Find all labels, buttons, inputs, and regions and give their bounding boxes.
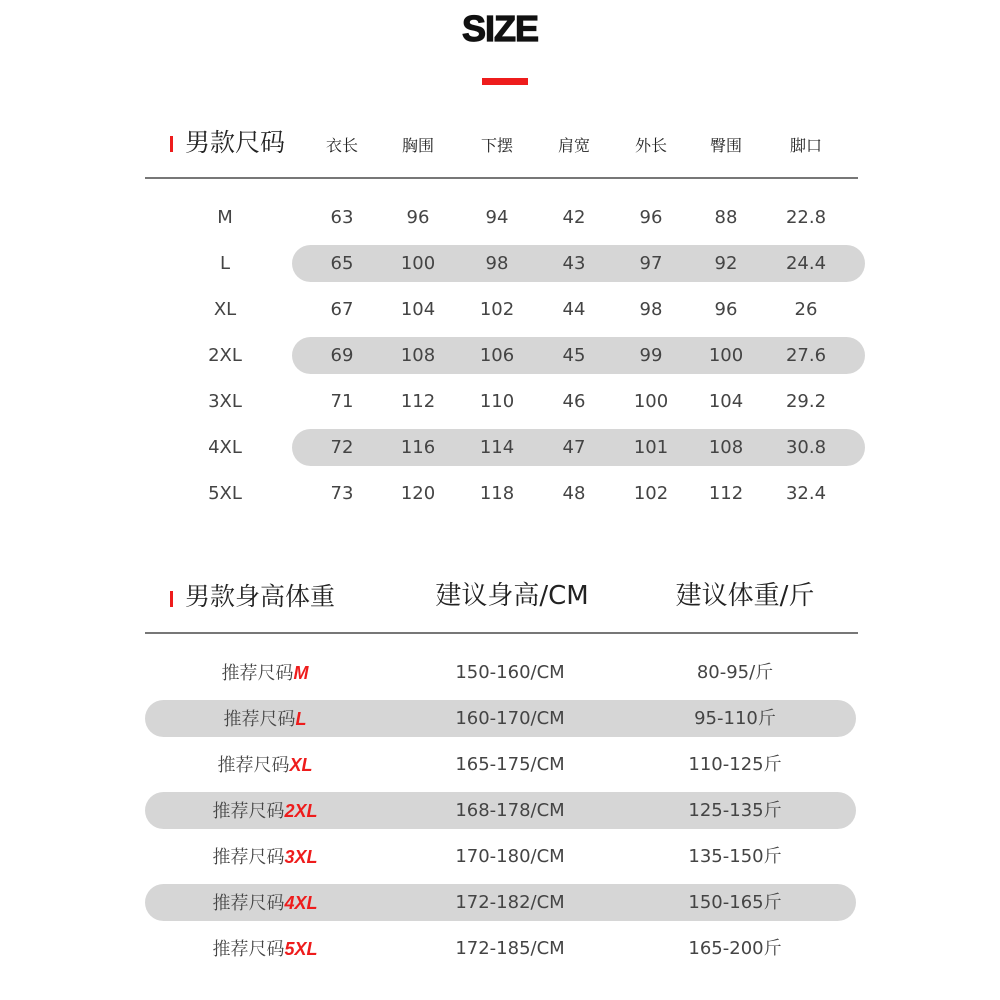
- size-cell: 32.4: [785, 483, 827, 504]
- recommended-size-code: 4XL: [284, 893, 318, 913]
- size-cell: 104: [400, 299, 436, 320]
- size-cell: 92: [714, 253, 738, 274]
- recommended-size: [165, 707, 365, 732]
- size-column-header: 脚口: [789, 136, 822, 155]
- size-cell: 43: [562, 253, 586, 274]
- recommended-size: [165, 891, 365, 916]
- size-label: L: [219, 253, 231, 274]
- size-cell: 112: [708, 483, 744, 504]
- recommended-size-prefix: 推荐尺码: [212, 801, 285, 822]
- size-cell: 22.8: [785, 207, 827, 228]
- recommended-size-code: 5XL: [284, 939, 318, 959]
- size-cell: 29.2: [785, 391, 827, 412]
- size-cell: 100: [708, 345, 744, 366]
- weight-column-header: 建议体重/斤: [675, 581, 815, 611]
- height-range: 150-160/CM: [455, 662, 565, 683]
- recommended-size-code: 3XL: [284, 847, 318, 867]
- recommended-size-prefix: 推荐尺码: [223, 709, 296, 730]
- size-label: XL: [213, 299, 237, 320]
- size-cell: 102: [633, 483, 669, 504]
- size-cell: 98: [639, 299, 663, 320]
- size-cell: 112: [400, 391, 436, 412]
- size-cell: 118: [479, 483, 515, 504]
- weight-range: 80-95/斤: [696, 662, 774, 683]
- recommended-size-code: XL: [289, 755, 313, 775]
- size-column-header: 胸围: [401, 136, 434, 155]
- size-cell: 69: [330, 345, 354, 366]
- size-cell: 45: [562, 345, 586, 366]
- size-cell: 72: [330, 437, 354, 458]
- size-cell: 47: [562, 437, 586, 458]
- size-cell: 96: [406, 207, 430, 228]
- size-cell: 120: [400, 483, 436, 504]
- section-marker: [170, 591, 173, 607]
- size-cell: 114: [479, 437, 515, 458]
- size-column-header: 臀围: [709, 136, 742, 155]
- height-range: 165-175/CM: [455, 754, 565, 775]
- size-cell: 24.4: [785, 253, 827, 274]
- size-cell: 96: [714, 299, 738, 320]
- size-cell: 48: [562, 483, 586, 504]
- weight-range: 95-110斤: [694, 708, 776, 729]
- weight-range: 125-135斤: [688, 800, 782, 821]
- size-cell: 44: [562, 299, 586, 320]
- recommended-size-prefix: 推荐尺码: [217, 755, 290, 776]
- size-column-header: 下摆: [480, 136, 513, 155]
- size-section-title: 男款尺码: [185, 128, 286, 157]
- recommended-size: [165, 753, 365, 778]
- recommended-size: [165, 661, 365, 686]
- title-accent-bar: [482, 78, 528, 85]
- size-cell: 26: [794, 299, 818, 320]
- page-title: SIZE: [461, 8, 538, 49]
- size-cell: 106: [479, 345, 515, 366]
- size-cell: 108: [400, 345, 436, 366]
- size-cell: 100: [633, 391, 669, 412]
- size-label: M: [217, 207, 233, 228]
- recommended-size-prefix: 推荐尺码: [212, 847, 285, 868]
- size-cell: 42: [562, 207, 586, 228]
- size-cell: 102: [479, 299, 515, 320]
- size-cell: 101: [633, 437, 669, 458]
- size-cell: 27.6: [785, 345, 827, 366]
- size-column-header: 衣长: [325, 136, 358, 155]
- size-cell: 110: [479, 391, 515, 412]
- size-cell: 67: [330, 299, 354, 320]
- recommended-size-code: L: [295, 709, 307, 729]
- size-cell: 96: [639, 207, 663, 228]
- height-range: 168-178/CM: [455, 800, 565, 821]
- recommended-size-prefix: 推荐尺码: [212, 893, 285, 914]
- recommended-size-code: 2XL: [284, 801, 318, 821]
- height-column-header: 建议身高/CM: [435, 581, 589, 611]
- size-cell: 73: [330, 483, 354, 504]
- size-column-header: 肩宽: [557, 136, 590, 155]
- weight-range: 150-165斤: [688, 892, 782, 913]
- height-range: 172-182/CM: [455, 892, 565, 913]
- size-label: 5XL: [208, 483, 242, 504]
- recommended-size: [165, 845, 365, 870]
- recommended-size: [165, 937, 365, 962]
- size-cell: 104: [708, 391, 744, 412]
- size-label: 4XL: [208, 437, 242, 458]
- size-cell: 30.8: [785, 437, 827, 458]
- size-label: 3XL: [208, 391, 242, 412]
- size-cell: 65: [330, 253, 354, 274]
- size-header-divider: [145, 177, 858, 179]
- size-cell: 97: [639, 253, 663, 274]
- height-range: 170-180/CM: [455, 846, 565, 867]
- recommended-size-prefix: 推荐尺码: [221, 663, 294, 684]
- recommended-size-prefix: 推荐尺码: [212, 939, 285, 960]
- fit-section-title: 男款身高体重: [185, 582, 336, 611]
- weight-range: 165-200斤: [688, 938, 782, 959]
- size-cell: 46: [562, 391, 586, 412]
- height-range: 160-170/CM: [455, 708, 565, 729]
- size-label: 2XL: [208, 345, 242, 366]
- size-cell: 116: [400, 437, 436, 458]
- size-cell: 108: [708, 437, 744, 458]
- size-cell: 94: [485, 207, 509, 228]
- weight-range: 135-150斤: [688, 846, 782, 867]
- fit-header-divider: [145, 632, 858, 634]
- size-cell: 99: [639, 345, 663, 366]
- recommended-size-code: M: [293, 663, 309, 683]
- weight-range: 110-125斤: [688, 754, 782, 775]
- height-range: 172-185/CM: [455, 938, 565, 959]
- section-marker: [170, 136, 173, 152]
- size-column-header: 外长: [634, 136, 667, 155]
- size-cell: 100: [400, 253, 436, 274]
- size-cell: 71: [330, 391, 354, 412]
- size-cell: 63: [330, 207, 354, 228]
- size-cell: 98: [485, 253, 509, 274]
- size-cell: 88: [714, 207, 738, 228]
- recommended-size: [165, 799, 365, 824]
